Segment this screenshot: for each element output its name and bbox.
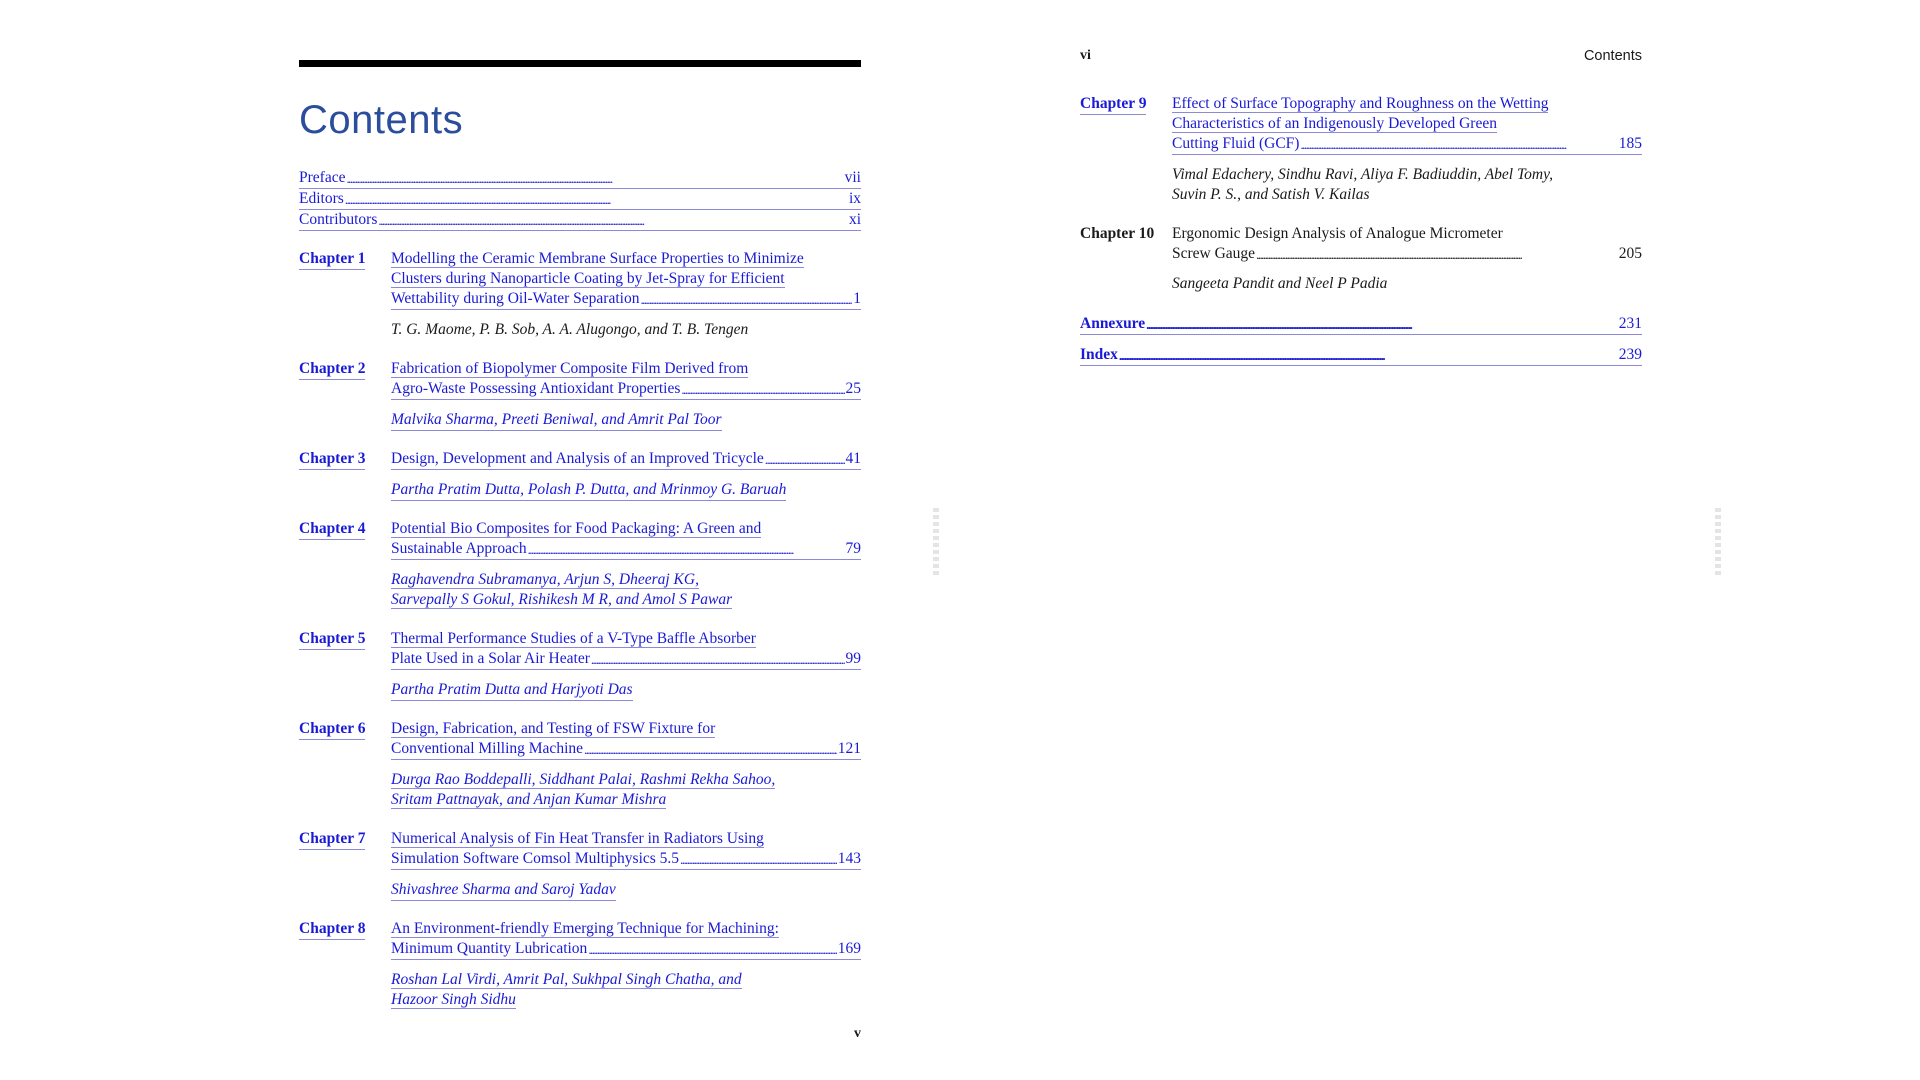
toc-label[interactable]: Contributors xyxy=(299,211,378,228)
author-line: Sangeeta Pandit and Neel P Padia xyxy=(1172,275,1388,292)
toc-page[interactable]: ix xyxy=(848,190,861,207)
chapter-authors xyxy=(1172,274,1642,294)
toc-entry-preface[interactable] xyxy=(299,168,861,189)
chapter-title-line[interactable]: Clusters during Nanoparticle Coating by Jet-Spray for Efficient xyxy=(391,270,785,287)
chapter-label[interactable]: Chapter 5 xyxy=(299,629,365,650)
dot-leader xyxy=(1300,135,1617,153)
chapter-title-last-line[interactable] xyxy=(391,649,861,670)
chapter-title-line[interactable]: Modelling the Ceramic Membrane Surface Properties to Minimize xyxy=(391,250,804,267)
dot-leader xyxy=(1256,245,1618,263)
author-line[interactable]: Roshan Lal Virdi, Amrit Pal, Sukhpal Singh Chatha, and xyxy=(391,971,742,988)
toc-page[interactable]: 231 xyxy=(1618,315,1642,332)
chapter-label[interactable]: Chapter 1 xyxy=(299,249,365,270)
chapter-title-last-line[interactable] xyxy=(391,739,861,760)
chapter-label[interactable]: Chapter 9 xyxy=(1080,94,1146,115)
toc-page[interactable]: xi xyxy=(848,211,861,228)
chapter-authors[interactable] xyxy=(391,770,861,810)
chapter-title-line[interactable]: Sustainable Approach xyxy=(391,540,527,557)
chapter-authors[interactable] xyxy=(391,880,861,901)
toc-entry-editors[interactable] xyxy=(299,189,861,210)
chapter-page[interactable]: 121 xyxy=(837,740,861,757)
left-page xyxy=(299,0,861,1080)
chapter-label[interactable]: Chapter 4 xyxy=(299,519,365,540)
chapter-label[interactable]: Chapter 6 xyxy=(299,719,365,740)
chapter-title-line[interactable]: Minimum Quantity Lubrication xyxy=(391,940,588,957)
toc-entry-annexure[interactable] xyxy=(1080,314,1642,335)
chapter-title-line: Ergonomic Design Analysis of Analogue Micrometer xyxy=(1172,225,1503,242)
chapter-authors xyxy=(391,320,861,340)
running-folio: vi xyxy=(1080,48,1091,63)
chapter-page[interactable]: 41 xyxy=(845,450,861,467)
chapter-authors[interactable] xyxy=(391,570,861,610)
chapter-authors[interactable] xyxy=(391,410,861,431)
chapter-authors[interactable] xyxy=(391,680,861,701)
dot-leader xyxy=(378,211,848,229)
toc-entry-contributors[interactable] xyxy=(299,210,861,231)
chapter-label[interactable]: Chapter 2 xyxy=(299,359,365,380)
toc-label[interactable]: Editors xyxy=(299,190,344,207)
chapter-page[interactable]: 99 xyxy=(845,650,861,667)
dot-leader xyxy=(765,450,845,468)
chapter-label[interactable]: Chapter 7 xyxy=(299,829,365,850)
chapter-page[interactable]: 25 xyxy=(845,380,861,397)
dot-leader xyxy=(584,740,837,758)
toc-label[interactable]: Index xyxy=(1080,346,1118,363)
chapter-title-line[interactable]: Numerical Analysis of Fin Heat Transfer in Radiators Using xyxy=(391,830,764,847)
chapter-page: 205 xyxy=(1618,245,1642,262)
toc-label[interactable]: Preface xyxy=(299,169,346,186)
chapter-title-line[interactable]: Fabrication of Biopolymer Composite Film Derived from xyxy=(391,360,749,377)
gutter-watermark xyxy=(933,508,939,578)
chapter-page[interactable]: 79 xyxy=(845,540,861,557)
chapter-title-line[interactable]: Effect of Surface Topography and Roughness on the Wetting xyxy=(1172,95,1549,112)
toc-page[interactable]: 239 xyxy=(1618,346,1642,363)
chapter-title-last-line[interactable] xyxy=(391,539,861,560)
chapter-title-line[interactable]: Wettability during Oil-Water Separation xyxy=(391,290,640,307)
author-line[interactable]: Shivashree Sharma and Saroj Yadav xyxy=(391,880,616,901)
dot-leader xyxy=(1119,346,1618,364)
chapter-title-line[interactable]: An Environment-friendly Emerging Technique for Machining: xyxy=(391,920,779,937)
dot-leader xyxy=(680,850,837,868)
chapter-title-line[interactable]: Agro-Waste Possessing Antioxidant Properties xyxy=(391,380,681,397)
chapter-title-line[interactable]: Thermal Performance Studies of a V-Type Baffle Absorber xyxy=(391,630,756,647)
running-title: Contents xyxy=(1583,48,1642,64)
chapter-title-line: Screw Gauge xyxy=(1172,245,1256,262)
page-title: Contents xyxy=(299,98,464,142)
top-rule xyxy=(299,60,861,67)
author-line[interactable]: Partha Pratim Dutta, Polash P. Dutta, and Mrinmoy G. Baruah xyxy=(391,480,786,501)
chapter-title-last-line xyxy=(1172,244,1642,264)
author-line[interactable]: Raghavendra Subramanya, Arjun S, Dheeraj KG, xyxy=(391,571,699,588)
author-line[interactable]: Sarvepally S Gokul, Rishikesh M R, and Amol S Pawar xyxy=(391,591,733,608)
dot-leader xyxy=(345,190,848,208)
dot-leader xyxy=(1146,315,1618,333)
chapter-page[interactable]: 169 xyxy=(837,940,861,957)
author-line[interactable]: Partha Pratim Dutta and Harjyoti Das xyxy=(391,680,633,701)
chapter-title-last-line[interactable] xyxy=(1172,134,1642,155)
dot-leader xyxy=(640,290,852,308)
chapter-title-last-line[interactable] xyxy=(391,289,861,310)
end-matter-list xyxy=(1080,314,1642,366)
author-line: Suvin P. S., and Satish V. Kailas xyxy=(1172,186,1370,203)
right-page xyxy=(1080,0,1642,1080)
chapter-title-last-line[interactable] xyxy=(391,849,861,870)
dot-leader xyxy=(346,169,843,187)
author-line[interactable]: Malvika Sharma, Preeti Beniwal, and Amrit Pal Toor xyxy=(391,410,722,431)
chapter-page[interactable]: 185 xyxy=(1618,135,1642,152)
chapter-page[interactable]: 1 xyxy=(853,290,861,307)
chapter-title-line[interactable]: Characteristics of an Indigenously Developed Green xyxy=(1172,115,1497,132)
chapter-title-last-line[interactable] xyxy=(391,379,861,400)
chapter-title-line[interactable]: Plate Used in a Solar Air Heater xyxy=(391,650,590,667)
chapter-page[interactable]: 143 xyxy=(837,850,861,867)
page-folio: v xyxy=(854,1026,861,1041)
dot-leader xyxy=(591,650,845,668)
chapter-label[interactable]: Chapter 8 xyxy=(299,919,365,940)
chapter-label[interactable]: Chapter 3 xyxy=(299,449,365,470)
gutter-watermark xyxy=(1715,508,1721,578)
dot-leader xyxy=(588,940,836,958)
chapter-title-line[interactable]: Design, Development and Analysis of an Improved Tricycle xyxy=(391,450,764,467)
chapter-authors[interactable] xyxy=(391,970,861,1010)
author-line[interactable]: Hazoor Singh Sidhu xyxy=(391,991,516,1008)
dot-leader xyxy=(681,380,844,398)
dot-leader xyxy=(528,540,845,558)
chapter-title-line[interactable]: Design, Fabrication, and Testing of FSW Fixture for xyxy=(391,720,716,737)
toc-page[interactable]: vii xyxy=(844,169,861,186)
chapter-title-line[interactable]: Simulation Software Comsol Multiphysics 5.5 xyxy=(391,850,680,867)
toc-entry-index[interactable] xyxy=(1080,345,1642,366)
chapter-authors[interactable] xyxy=(391,480,861,501)
author-line[interactable]: Durga Rao Boddepalli, Siddhant Palai, Rashmi Rekha Sahoo, xyxy=(391,771,776,788)
front-matter-list xyxy=(299,168,861,231)
author-line: T. G. Maome, P. B. Sob, A. A. Alugongo, and T. B. Tengen xyxy=(391,321,749,338)
chapter-title-line[interactable]: Potential Bio Composites for Food Packaging: A Green and xyxy=(391,520,762,537)
toc-label[interactable]: Annexure xyxy=(1080,315,1146,332)
chapter-label: Chapter 10 xyxy=(1080,225,1155,242)
chapter-title-line[interactable]: Conventional Milling Machine xyxy=(391,740,584,757)
chapter-authors xyxy=(1172,165,1642,205)
chapter-title-last-line[interactable] xyxy=(391,449,861,470)
author-line: Vimal Edachery, Sindhu Ravi, Aliya F. Badiuddin, Abel Tomy, xyxy=(1172,166,1554,183)
author-line[interactable]: Sritam Pattnayak, and Anjan Kumar Mishra xyxy=(391,791,667,808)
chapter-title-last-line[interactable] xyxy=(391,939,861,960)
chapter-title-line[interactable]: Cutting Fluid (GCF) xyxy=(1172,135,1300,152)
